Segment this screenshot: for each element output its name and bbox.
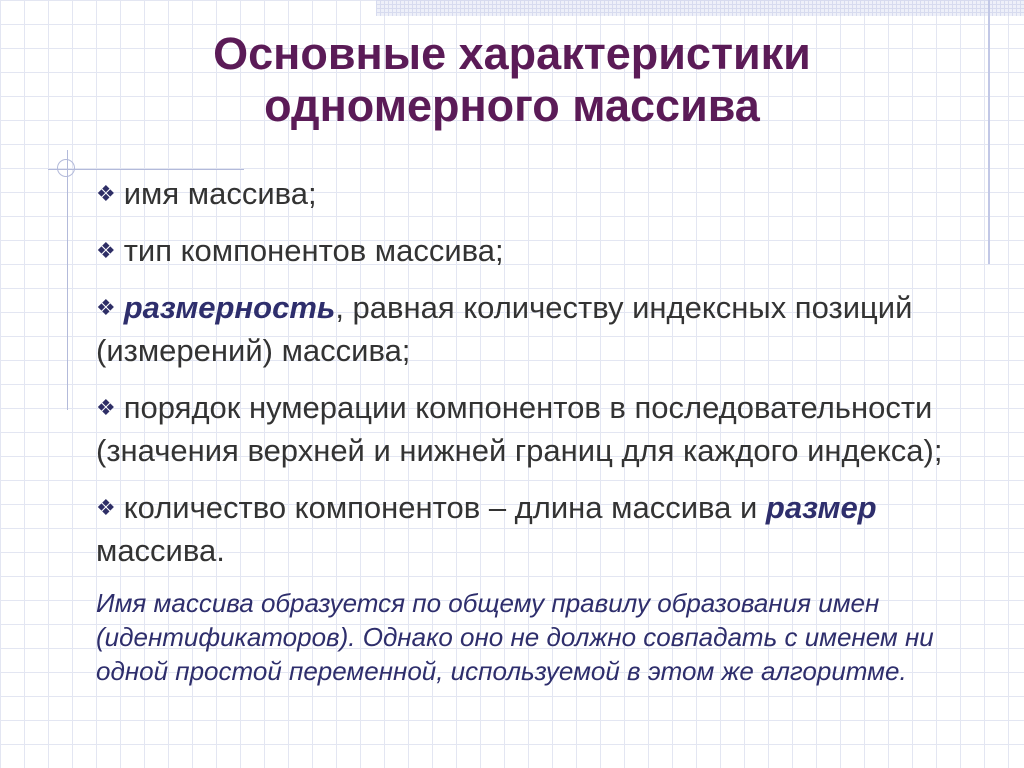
slide-content <box>96 172 996 688</box>
decorative-circle <box>57 159 75 177</box>
diamond-bullet-icon: ❖ <box>96 395 116 420</box>
bullet-text: тип компонентов массива; <box>123 233 504 268</box>
bullet-text-after: массива. <box>96 533 225 568</box>
slide-title-line-1: Основные характеристики <box>213 28 811 79</box>
diamond-bullet-icon: ❖ <box>96 181 116 206</box>
diamond-bullet-icon: ❖ <box>96 295 116 320</box>
diamond-bullet-icon: ❖ <box>96 495 116 520</box>
slide-title <box>0 28 1024 132</box>
bullet-dimensionality <box>96 286 996 372</box>
decorative-vertical-rule <box>67 150 68 410</box>
emphasis-term: размер <box>765 490 877 525</box>
emphasis-term: размерность <box>123 290 336 325</box>
bullet-component-count <box>96 486 996 572</box>
bullet-text: порядок нумерации компонентов в последовательности (значения верхней и нижней границ для каждого индекса); <box>96 390 943 468</box>
bullet-component-type <box>96 229 996 272</box>
bullet-text: имя массива; <box>123 176 317 211</box>
diamond-bullet-icon: ❖ <box>96 238 116 263</box>
bullet-text-before: количество компонентов – длина массива и <box>123 490 766 525</box>
bullet-numbering-order <box>96 386 996 472</box>
slide-note: Имя массива образуется по общему правилу образования имен (идентификаторов). Однако оно не должно совпадать с именем ни одной простой переменной, используемой в этом же алгоритме. <box>96 588 934 686</box>
decorative-horizontal-rule <box>48 169 244 170</box>
bullet-array-name <box>96 172 996 215</box>
decorative-top-band <box>376 0 1024 16</box>
slide-title-line-2: одномерного массива <box>264 80 760 131</box>
bullet-text: , равная количеству индексных позиций (измерений) массива; <box>96 290 913 368</box>
